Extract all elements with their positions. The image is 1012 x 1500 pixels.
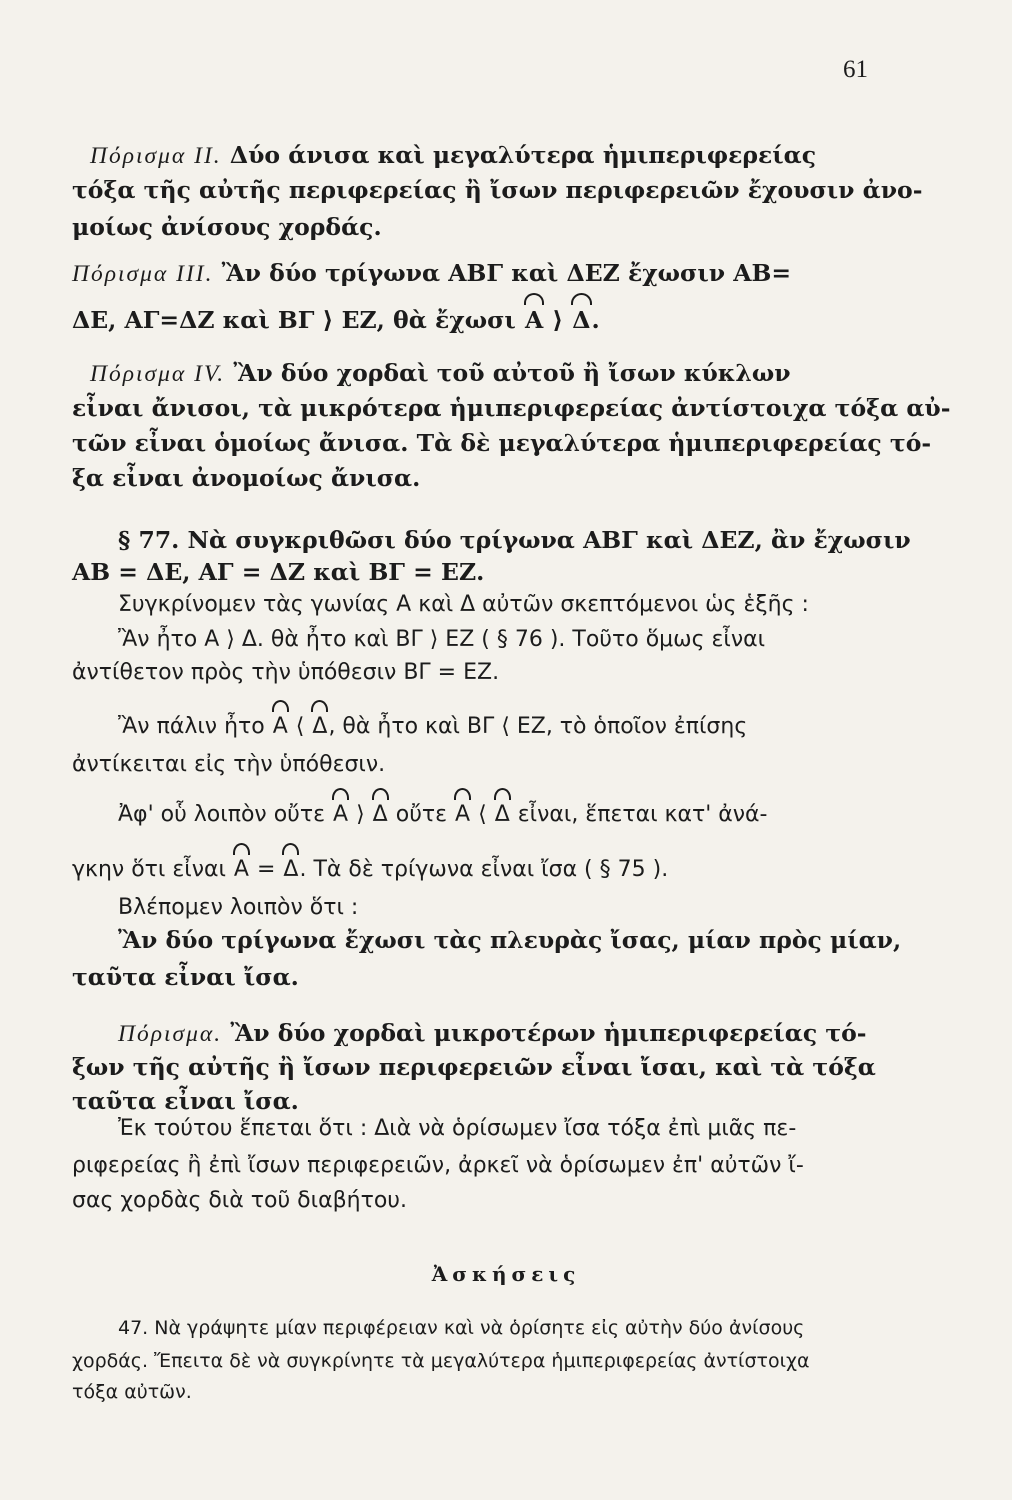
porism3-line1 — [72, 258, 912, 289]
porism5-line1 — [118, 1018, 958, 1049]
porism2-line3: μοίως ἀνίσους χορδάς. — [72, 213, 382, 241]
s77-l9a: γκην ὅτι εἶναι — [72, 857, 233, 882]
section77-line3: Συγκρίνομεν τὰς γωνίας Α καὶ Δ αὐτῶν σκεπτόμενοι ὡς ἑξῆς : — [118, 592, 809, 617]
section77-line7: ἀντίκειται εἰς τὴν ὑπόθεσιν. — [72, 752, 386, 777]
porism5-line3: ταῦτα εἶναι ἴσα. — [72, 1087, 299, 1115]
porism3-text2c: ⟩ — [544, 306, 572, 334]
section77-line4: Ἂν ἦτο Α ⟩ Δ. θὰ ἦτο καὶ ΒΓ ⟩ ΕΖ ( § 76 ). Τοῦτο ὅμως εἶναι — [118, 627, 766, 652]
porism3-label: Πόρισμα III. — [72, 261, 214, 287]
angle-a-hat: Α — [454, 800, 471, 830]
section77-line5: ἀντίθετον πρὸς τὴν ὑπόθεσιν ΒΓ = ΕΖ. — [72, 660, 500, 685]
porism5-line2: ξων τῆς αὐτῆς ἢ ἴσων περιφερειῶν εἶναι ἴσαι, καὶ τὰ τόξα — [72, 1053, 876, 1081]
porism4-text1: Ἂν δύο χορδαὶ τοῦ αὐτοῦ ἢ ἴσων κύκλων — [233, 359, 791, 387]
angle-d-hat: Δ — [282, 855, 299, 885]
angle-d-hat: Δ — [311, 712, 328, 742]
angle-a-hat: Α — [233, 855, 250, 885]
porism4-label: Πόρισμα IV. — [90, 361, 226, 387]
s77-l6e: , θὰ ἦτο καὶ ΒΓ ⟨ ΕΖ, τὸ ὁποῖον ἐπίσης — [328, 714, 748, 739]
s77-l6c: ⟨ — [288, 714, 312, 739]
s77-l8c: ⟩ — [349, 802, 372, 827]
porism4-line1 — [90, 358, 930, 389]
porism5-line4: Ἐκ τούτου ἕπεται ὅτι : Διὰ νὰ ὁρίσωμεν ἴσα τόξα ἐπὶ μιᾶς πε- — [118, 1116, 797, 1141]
porism2-text1: Δύο άνισα καὶ μεγαλύτερα ἡμιπεριφερείας — [229, 141, 817, 169]
porism2-label: Πόρισμα II. — [90, 143, 222, 169]
section77-line10: Βλέπομεν λοιπὸν ὅτι : — [118, 895, 359, 920]
section77-line1: § 77. Νὰ συγκριθῶσι δύο τρίγωνα ΑΒΓ καὶ ΔΕΖ, ἂν ἔχωσιν — [118, 526, 911, 554]
porism4-line2: εἶναι ἄνισοι, τὰ μικρότερα ἡμιπεριφερείας ἀντίστοιχα τόξα αὐ- — [72, 394, 951, 422]
porism3-text2a: ΔΕ, ΑΓ=ΔΖ καὶ ΒΓ ⟩ ΕΖ, θὰ ἔχωσι — [72, 306, 524, 334]
porism2-line2: τόξα τῆς αὐτῆς περιφερείας ἢ ἴσων περιφερειῶν ἔχουσιν ἀνο- — [72, 176, 923, 204]
section77-line9 — [72, 855, 912, 885]
section77-line11: Ἂν δύο τρίγωνα ἔχωσι τὰς πλευρὰς ἴσας, μίαν πρὸς μίαν, — [118, 926, 902, 954]
section77-line2: ΑΒ = ΔΕ, ΑΓ = ΔΖ καὶ ΒΓ = ΕΖ. — [72, 558, 485, 586]
angle-a-hat: Α — [524, 306, 544, 334]
angle-d-hat: Δ — [572, 306, 591, 334]
porism5-text1: Ἂν δύο χορδαὶ μικροτέρων ἡμιπεριφερείας τό- — [230, 1019, 867, 1047]
exercises-heading: Ἀσκήσεις — [431, 1262, 581, 1286]
section77-line6 — [118, 712, 958, 742]
s77-l8e: οὔτε — [388, 802, 455, 827]
porism5-line5: ριφερείας ἢ ἐπὶ ἴσων περιφερειῶν, ἀρκεῖ νὰ ὁρίσωμεν ἐπ' αὐτῶν ἴ- — [72, 1153, 804, 1178]
s77-l9e: . Τὰ δὲ τρίγωνα εἶναι ἴσα ( § 75 ). — [299, 857, 669, 882]
section77-line12: ταῦτα εἶναι ἴσα. — [72, 963, 299, 991]
porism4-line4: ξα εἶναι ἀνομοίως ἄνισα. — [72, 464, 421, 492]
porism3-line2 — [72, 305, 912, 335]
s77-l8g: ⟨ — [471, 802, 494, 827]
s77-l6a: Ἂν πάλιν ἦτο — [118, 714, 272, 739]
porism3-text2e: . — [591, 306, 600, 334]
porism2-line1 — [90, 140, 930, 171]
exercise-47-line1: 47. Νὰ γράψητε μίαν περιφέρειαν καὶ νὰ ὁρίσητε εἰς αὐτὴν δύο ἀνίσους — [118, 1317, 805, 1339]
porism3-text1: Ἂν δύο τρίγωνα ΑΒΓ καὶ ΔΕΖ ἔχωσιν ΑΒ= — [221, 259, 792, 287]
porism4-line3: τῶν εἶναι ὁμοίως ἄνισα. Τὰ δὲ μεγαλύτερα ἡμιπεριφερείας τό- — [72, 429, 932, 457]
porism5-line6: σας χορδὰς διὰ τοῦ διαβήτου. — [72, 1188, 407, 1213]
s77-l8a: Ἀφ' οὗ λοιπὸν οὔτε — [118, 802, 333, 827]
porism5-label: Πόρισμα. — [118, 1021, 223, 1047]
angle-d-hat: Δ — [494, 800, 511, 830]
s77-l9c: = — [249, 857, 283, 882]
page-number: 61 — [843, 56, 868, 83]
section77-line8 — [118, 800, 958, 830]
angle-a-hat: Α — [332, 800, 349, 830]
exercise-47-line2: χορδάς. Ἔπειτα δὲ νὰ συγκρίνητε τὰ μεγαλύτερα ἡμιπεριφερείας ἀντίστοιχα — [72, 1350, 810, 1372]
exercise-47-line3: τόξα αὐτῶν. — [72, 1381, 192, 1403]
angle-a-hat: Α — [272, 712, 289, 742]
s77-l8i: εἶναι, ἕπεται κατ' ἀνά- — [510, 802, 768, 827]
angle-d-hat: Δ — [372, 800, 389, 830]
